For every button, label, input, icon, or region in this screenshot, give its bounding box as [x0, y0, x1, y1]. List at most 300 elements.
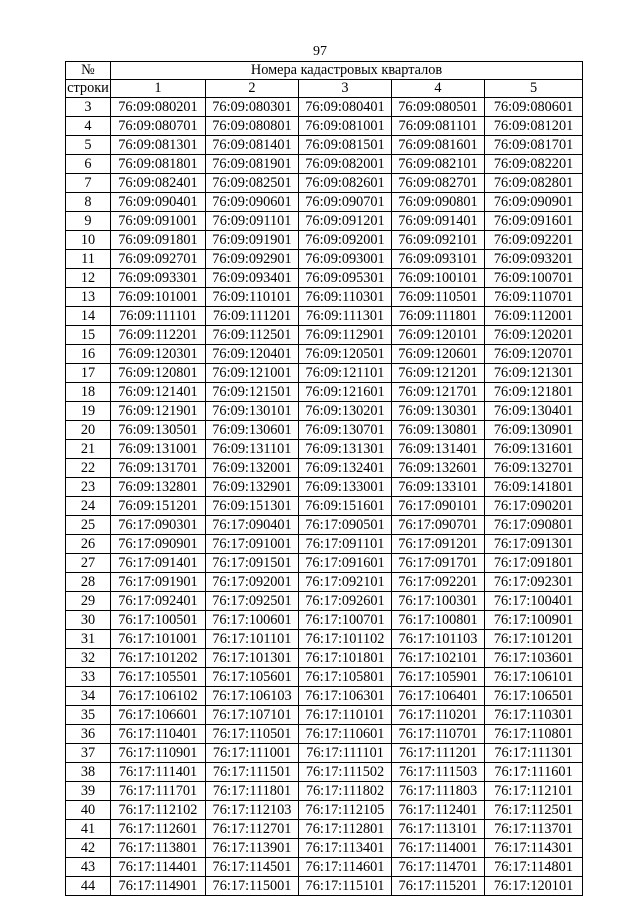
cadastral-number-cell: 76:17:100901 — [485, 611, 583, 630]
header-row-label: строки — [67, 80, 109, 96]
cadastral-number-cell: 76:09:132901 — [206, 478, 299, 497]
cadastral-number-cell: 76:17:112801 — [299, 820, 392, 839]
cadastral-number-cell: 76:17:100401 — [485, 592, 583, 611]
cadastral-number-cell: 76:09:121001 — [206, 364, 299, 383]
cadastral-number-cell: 76:17:101001 — [111, 630, 206, 649]
table-row — [66, 193, 583, 212]
row-number: 19 — [66, 402, 111, 421]
cadastral-number-cell: 76:09:082801 — [485, 174, 583, 193]
cadastral-number-cell: 76:09:090901 — [485, 193, 583, 212]
cadastral-number-cell: 76:17:091901 — [111, 573, 206, 592]
cadastral-number-cell: 76:17:110301 — [485, 706, 583, 725]
cadastral-number-cell: 76:17:110601 — [299, 725, 392, 744]
cadastral-number-cell: 76:09:081801 — [111, 155, 206, 174]
cadastral-number-cell: 76:17:115201 — [392, 877, 485, 896]
cadastral-number-cell: 76:09:112901 — [299, 326, 392, 345]
cadastral-number-cell: 76:17:101201 — [485, 630, 583, 649]
cadastral-number-cell: 76:17:113801 — [111, 839, 206, 858]
row-number: 4 — [66, 117, 111, 136]
table-row — [66, 630, 583, 649]
cadastral-number-cell: 76:09:091201 — [299, 212, 392, 231]
cadastral-number-cell: 76:09:095301 — [299, 269, 392, 288]
cadastral-number-cell: 76:09:082601 — [299, 174, 392, 193]
table-row — [66, 98, 583, 117]
cadastral-number-cell: 76:09:093201 — [485, 250, 583, 269]
row-number: 3 — [66, 98, 111, 117]
cadastral-number-cell: 76:17:102101 — [392, 649, 485, 668]
row-number: 10 — [66, 231, 111, 250]
cadastral-number-cell: 76:09:130501 — [111, 421, 206, 440]
table-row — [66, 611, 583, 630]
cadastral-number-cell: 76:17:111001 — [206, 744, 299, 763]
cadastral-number-cell: 76:09:120701 — [485, 345, 583, 364]
cadastral-number-cell: 76:09:082201 — [485, 155, 583, 174]
cadastral-number-cell: 76:09:130201 — [299, 402, 392, 421]
cadastral-number-cell: 76:09:092901 — [206, 250, 299, 269]
cadastral-number-cell: 76:09:120601 — [392, 345, 485, 364]
cadastral-number-cell: 76:17:101101 — [206, 630, 299, 649]
cadastral-number-cell: 76:09:081401 — [206, 136, 299, 155]
row-number: 11 — [66, 250, 111, 269]
cadastral-number-cell: 76:17:092301 — [485, 573, 583, 592]
table-row — [66, 231, 583, 250]
cadastral-number-cell: 76:09:121301 — [485, 364, 583, 383]
cadastral-number-cell: 76:09:110101 — [206, 288, 299, 307]
cadastral-number-cell: 76:17:106103 — [206, 687, 299, 706]
cadastral-number-cell: 76:09:121701 — [392, 383, 485, 402]
cadastral-number-cell: 76:17:111201 — [392, 744, 485, 763]
cadastral-number-cell: 76:09:111201 — [206, 307, 299, 326]
cadastral-number-cell: 76:17:110201 — [392, 706, 485, 725]
cadastral-number-cell: 76:17:110501 — [206, 725, 299, 744]
cadastral-number-cell: 76:09:082401 — [111, 174, 206, 193]
table-row — [66, 383, 583, 402]
table-row — [66, 136, 583, 155]
cadastral-number-cell: 76:09:081601 — [392, 136, 485, 155]
cadastral-number-cell: 76:09:151301 — [206, 497, 299, 516]
cadastral-number-cell: 76:09:133001 — [299, 478, 392, 497]
cadastral-number-cell: 76:17:113701 — [485, 820, 583, 839]
header-num-label: № — [66, 62, 111, 80]
row-number: 20 — [66, 421, 111, 440]
cadastral-number-cell: 76:09:080601 — [485, 98, 583, 117]
cadastral-number-cell: 76:09:111101 — [111, 307, 206, 326]
cadastral-number-cell: 76:09:080501 — [392, 98, 485, 117]
table-row — [66, 535, 583, 554]
cadastral-number-cell: 76:09:130101 — [206, 402, 299, 421]
cadastral-number-cell: 76:09:131101 — [206, 440, 299, 459]
table-row — [66, 364, 583, 383]
cadastral-number-cell: 76:17:106301 — [299, 687, 392, 706]
table-row — [66, 858, 583, 877]
cadastral-number-cell: 76:17:112102 — [111, 801, 206, 820]
header-col-1: 1 — [111, 80, 206, 98]
cadastral-number-cell: 76:09:111301 — [299, 307, 392, 326]
table-row — [66, 554, 583, 573]
cadastral-number-cell: 76:09:080701 — [111, 117, 206, 136]
cadastral-number-cell: 76:17:090101 — [392, 497, 485, 516]
table-row — [66, 687, 583, 706]
cadastral-number-cell: 76:17:090401 — [206, 516, 299, 535]
cadastral-number-cell: 76:17:105901 — [392, 668, 485, 687]
cadastral-number-cell: 76:17:114001 — [392, 839, 485, 858]
cadastral-number-cell: 76:17:120101 — [485, 877, 583, 896]
cadastral-number-cell: 76:09:080301 — [206, 98, 299, 117]
cadastral-number-cell: 76:09:091801 — [111, 231, 206, 250]
cadastral-number-cell: 76:17:091401 — [111, 554, 206, 573]
table-row — [66, 250, 583, 269]
row-number: 8 — [66, 193, 111, 212]
row-number: 44 — [66, 877, 111, 896]
table-row — [66, 155, 583, 174]
row-number: 7 — [66, 174, 111, 193]
cadastral-number-cell: 76:09:151201 — [111, 497, 206, 516]
cadastral-number-cell: 76:17:115101 — [299, 877, 392, 896]
cadastral-number-cell: 76:09:121801 — [485, 383, 583, 402]
cadastral-number-cell: 76:09:093301 — [111, 269, 206, 288]
cadastral-number-cell: 76:17:101801 — [299, 649, 392, 668]
cadastral-number-cell: 76:17:106601 — [111, 706, 206, 725]
cadastral-number-cell: 76:17:111401 — [111, 763, 206, 782]
cadastral-number-cell: 76:09:130901 — [485, 421, 583, 440]
cadastral-number-cell: 76:17:101202 — [111, 649, 206, 668]
cadastral-number-cell: 76:17:112701 — [206, 820, 299, 839]
cadastral-number-cell: 76:17:113101 — [392, 820, 485, 839]
table-row — [66, 649, 583, 668]
header-col-4: 4 — [392, 80, 485, 98]
cadastral-number-cell: 76:09:081101 — [392, 117, 485, 136]
cadastral-number-cell: 76:17:090301 — [111, 516, 206, 535]
cadastral-number-cell: 76:17:100701 — [299, 611, 392, 630]
cadastral-number-cell: 76:17:092601 — [299, 592, 392, 611]
cadastral-number-cell: 76:09:093101 — [392, 250, 485, 269]
row-number: 17 — [66, 364, 111, 383]
row-number: 22 — [66, 459, 111, 478]
row-number: 40 — [66, 801, 111, 820]
cadastral-number-cell: 76:17:100301 — [392, 592, 485, 611]
cadastral-number-cell: 76:09:121601 — [299, 383, 392, 402]
cadastral-number-cell: 76:09:132801 — [111, 478, 206, 497]
row-number: 43 — [66, 858, 111, 877]
row-number: 31 — [66, 630, 111, 649]
cadastral-number-cell: 76:17:114401 — [111, 858, 206, 877]
cadastral-number-cell: 76:09:130601 — [206, 421, 299, 440]
cadastral-number-cell: 76:17:092101 — [299, 573, 392, 592]
cadastral-number-cell: 76:09:131401 — [392, 440, 485, 459]
cadastral-number-cell: 76:09:120101 — [392, 326, 485, 345]
cadastral-number-cell: 76:17:100801 — [392, 611, 485, 630]
cadastral-number-cell: 76:09:120201 — [485, 326, 583, 345]
row-number: 24 — [66, 497, 111, 516]
cadastral-number-cell: 76:09:080801 — [206, 117, 299, 136]
table-row — [66, 516, 583, 535]
cadastral-number-cell: 76:09:092101 — [392, 231, 485, 250]
cadastral-number-cell: 76:17:110401 — [111, 725, 206, 744]
table-row — [66, 345, 583, 364]
cadastral-number-cell: 76:17:113901 — [206, 839, 299, 858]
cadastral-number-cell: 76:09:091901 — [206, 231, 299, 250]
cadastral-number-cell: 76:09:090401 — [111, 193, 206, 212]
row-number: 28 — [66, 573, 111, 592]
header-row-1 — [66, 62, 583, 80]
cadastral-number-cell: 76:09:090701 — [299, 193, 392, 212]
cadastral-number-cell: 76:17:101103 — [392, 630, 485, 649]
table-row — [66, 440, 583, 459]
cadastral-number-cell: 76:09:121401 — [111, 383, 206, 402]
cadastral-number-cell: 76:17:091801 — [485, 554, 583, 573]
table-row — [66, 763, 583, 782]
cadastral-number-cell: 76:09:112201 — [111, 326, 206, 345]
cadastral-number-cell: 76:09:080201 — [111, 98, 206, 117]
cadastral-number-cell: 76:09:131601 — [485, 440, 583, 459]
row-number: 39 — [66, 782, 111, 801]
table-body — [66, 62, 583, 896]
cadastral-number-cell: 76:17:105501 — [111, 668, 206, 687]
cadastral-number-cell: 76:09:112501 — [206, 326, 299, 345]
table-row — [66, 801, 583, 820]
cadastral-number-cell: 76:17:110701 — [392, 725, 485, 744]
cadastral-number-cell: 76:17:090801 — [485, 516, 583, 535]
table-row — [66, 326, 583, 345]
cadastral-number-cell: 76:17:090201 — [485, 497, 583, 516]
cadastral-number-cell: 76:09:120501 — [299, 345, 392, 364]
row-number: 18 — [66, 383, 111, 402]
row-number: 14 — [66, 307, 111, 326]
cadastral-number-cell: 76:09:082101 — [392, 155, 485, 174]
cadastral-number-cell: 76:09:090801 — [392, 193, 485, 212]
cadastral-number-cell: 76:17:111502 — [299, 763, 392, 782]
cadastral-number-cell: 76:09:081501 — [299, 136, 392, 155]
cadastral-number-cell: 76:17:103601 — [485, 649, 583, 668]
cadastral-number-cell: 76:09:112001 — [485, 307, 583, 326]
cadastral-number-cell: 76:17:111601 — [485, 763, 583, 782]
cadastral-number-cell: 76:17:113401 — [299, 839, 392, 858]
cadastral-number-cell: 76:09:130801 — [392, 421, 485, 440]
cadastral-number-cell: 76:09:093001 — [299, 250, 392, 269]
header-col-5: 5 — [485, 80, 583, 98]
row-number: 6 — [66, 155, 111, 174]
cadastral-number-cell: 76:17:090901 — [111, 535, 206, 554]
cadastral-number-cell: 76:17:106501 — [485, 687, 583, 706]
cadastral-number-cell: 76:09:132701 — [485, 459, 583, 478]
cadastral-number-cell: 76:17:092501 — [206, 592, 299, 611]
cadastral-number-cell: 76:09:081201 — [485, 117, 583, 136]
cadastral-number-cell: 76:09:120301 — [111, 345, 206, 364]
table-row — [66, 877, 583, 896]
cadastral-number-cell: 76:09:082501 — [206, 174, 299, 193]
cadastral-number-cell: 76:17:111503 — [392, 763, 485, 782]
cadastral-number-cell: 76:17:092401 — [111, 592, 206, 611]
row-number: 25 — [66, 516, 111, 535]
table-row — [66, 668, 583, 687]
row-number: 37 — [66, 744, 111, 763]
cadastral-number-cell: 76:09:110301 — [299, 288, 392, 307]
header-col-3: 3 — [299, 80, 392, 98]
cadastral-number-cell: 76:09:081301 — [111, 136, 206, 155]
cadastral-number-cell: 76:17:091201 — [392, 535, 485, 554]
row-number: 12 — [66, 269, 111, 288]
cadastral-number-cell: 76:17:106101 — [485, 668, 583, 687]
row-number: 13 — [66, 288, 111, 307]
cadastral-number-cell: 76:17:112103 — [206, 801, 299, 820]
cadastral-number-cell: 76:09:111801 — [392, 307, 485, 326]
table-row — [66, 497, 583, 516]
cadastral-number-cell: 76:17:111501 — [206, 763, 299, 782]
table-row — [66, 288, 583, 307]
cadastral-number-cell: 76:17:105601 — [206, 668, 299, 687]
cadastral-number-cell: 76:17:105801 — [299, 668, 392, 687]
cadastral-number-cell: 76:09:081901 — [206, 155, 299, 174]
row-number: 9 — [66, 212, 111, 231]
cadastral-number-cell: 76:17:114701 — [392, 858, 485, 877]
table-row — [66, 839, 583, 858]
cadastral-number-cell: 76:09:132001 — [206, 459, 299, 478]
cadastral-number-cell: 76:09:100101 — [392, 269, 485, 288]
cadastral-number-cell: 76:17:092201 — [392, 573, 485, 592]
row-number: 33 — [66, 668, 111, 687]
cadastral-number-cell: 76:17:110101 — [299, 706, 392, 725]
cadastral-number-cell: 76:17:111101 — [299, 744, 392, 763]
cadastral-number-cell: 76:09:133101 — [392, 478, 485, 497]
cadastral-number-cell: 76:09:121201 — [392, 364, 485, 383]
header-row-2 — [66, 80, 583, 98]
cadastral-number-cell: 76:17:115001 — [206, 877, 299, 896]
cadastral-number-cell: 76:17:114901 — [111, 877, 206, 896]
cadastral-number-cell: 76:09:141801 — [485, 478, 583, 497]
cadastral-number-cell: 76:09:082001 — [299, 155, 392, 174]
cadastral-number-cell: 76:17:091101 — [299, 535, 392, 554]
cadastral-number-cell: 76:09:132601 — [392, 459, 485, 478]
table-row — [66, 744, 583, 763]
row-number: 15 — [66, 326, 111, 345]
cadastral-number-cell: 76:17:100601 — [206, 611, 299, 630]
row-number: 26 — [66, 535, 111, 554]
row-number: 42 — [66, 839, 111, 858]
cadastral-number-cell: 76:17:111701 — [111, 782, 206, 801]
table-row — [66, 402, 583, 421]
row-number: 21 — [66, 440, 111, 459]
cadastral-number-cell: 76:09:093401 — [206, 269, 299, 288]
cadastral-number-cell: 76:17:091701 — [392, 554, 485, 573]
table-row — [66, 592, 583, 611]
header-col-2: 2 — [206, 80, 299, 98]
cadastral-number-cell: 76:17:091501 — [206, 554, 299, 573]
cadastral-number-cell: 76:17:112105 — [299, 801, 392, 820]
row-number: 41 — [66, 820, 111, 839]
table-row — [66, 706, 583, 725]
cadastral-number-cell: 76:09:110501 — [392, 288, 485, 307]
cadastral-number-cell: 76:09:101001 — [111, 288, 206, 307]
header-group-title: Номера кадастровых кварталов — [111, 62, 583, 80]
cadastral-number-cell: 76:09:130301 — [392, 402, 485, 421]
cadastral-number-cell: 76:09:092701 — [111, 250, 206, 269]
table-row — [66, 725, 583, 744]
table-row — [66, 478, 583, 497]
table-row — [66, 174, 583, 193]
row-number: 29 — [66, 592, 111, 611]
cadastral-number-cell: 76:17:101301 — [206, 649, 299, 668]
table-row — [66, 459, 583, 478]
cadastral-number-cell: 76:17:111803 — [392, 782, 485, 801]
cadastral-number-cell: 76:09:132401 — [299, 459, 392, 478]
cadastral-number-cell: 76:17:110801 — [485, 725, 583, 744]
row-number: 5 — [66, 136, 111, 155]
cadastral-number-cell: 76:17:114501 — [206, 858, 299, 877]
table-row — [66, 782, 583, 801]
cadastral-number-cell: 76:17:112501 — [485, 801, 583, 820]
row-number: 30 — [66, 611, 111, 630]
row-number: 27 — [66, 554, 111, 573]
cadastral-number-cell: 76:17:107101 — [206, 706, 299, 725]
row-number: 16 — [66, 345, 111, 364]
cadastral-number-cell: 76:09:120801 — [111, 364, 206, 383]
cadastral-number-cell: 76:17:106401 — [392, 687, 485, 706]
cadastral-number-cell: 76:17:112601 — [111, 820, 206, 839]
cadastral-number-cell: 76:17:091001 — [206, 535, 299, 554]
cadastral-number-cell: 76:09:080401 — [299, 98, 392, 117]
cadastral-number-cell: 76:17:114601 — [299, 858, 392, 877]
cadastral-number-cell: 76:09:082701 — [392, 174, 485, 193]
cadastral-number-cell: 76:17:090501 — [299, 516, 392, 535]
cadastral-number-cell: 76:09:091401 — [392, 212, 485, 231]
cadastral-number-cell: 76:17:092001 — [206, 573, 299, 592]
cadastral-number-cell: 76:09:121901 — [111, 402, 206, 421]
page-number: 97 — [313, 44, 327, 59]
cadastral-number-cell: 76:09:110701 — [485, 288, 583, 307]
cadastral-number-cell: 76:09:092001 — [299, 231, 392, 250]
cadastral-number-cell: 76:17:091601 — [299, 554, 392, 573]
cadastral-number-cell: 76:09:081001 — [299, 117, 392, 136]
cadastral-number-cell: 76:17:090701 — [392, 516, 485, 535]
row-number: 23 — [66, 478, 111, 497]
cadastral-number-cell: 76:17:100501 — [111, 611, 206, 630]
cadastral-number-cell: 76:09:131001 — [111, 440, 206, 459]
cadastral-number-cell: 76:09:091601 — [485, 212, 583, 231]
cadastral-number-cell: 76:17:112101 — [485, 782, 583, 801]
table-row — [66, 421, 583, 440]
table-row — [66, 573, 583, 592]
row-number: 36 — [66, 725, 111, 744]
cadastral-number-cell: 76:09:081701 — [485, 136, 583, 155]
cadastral-number-cell: 76:09:151601 — [299, 497, 392, 516]
cadastral-number-cell: 76:09:120401 — [206, 345, 299, 364]
row-number: 34 — [66, 687, 111, 706]
cadastral-number-cell: 76:09:121501 — [206, 383, 299, 402]
cadastral-number-cell: 76:09:131701 — [111, 459, 206, 478]
cadastral-number-cell: 76:09:090601 — [206, 193, 299, 212]
cadastral-number-cell: 76:09:130701 — [299, 421, 392, 440]
cadastral-number-cell: 76:17:110901 — [111, 744, 206, 763]
cadastral-number-cell: 76:09:130401 — [485, 402, 583, 421]
cadastral-number-cell: 76:09:121101 — [299, 364, 392, 383]
row-number: 38 — [66, 763, 111, 782]
table-row — [66, 307, 583, 326]
cadastral-number-cell: 76:17:101102 — [299, 630, 392, 649]
cadastral-number-cell: 76:17:106102 — [111, 687, 206, 706]
cadastral-number-cell: 76:17:112401 — [392, 801, 485, 820]
table-row — [66, 269, 583, 288]
cadastral-number-cell: 76:17:114801 — [485, 858, 583, 877]
cadastral-number-cell: 76:17:114301 — [485, 839, 583, 858]
cadastral-number-cell: 76:17:111801 — [206, 782, 299, 801]
cadastral-number-cell: 76:09:092201 — [485, 231, 583, 250]
table-row — [66, 212, 583, 231]
cadastral-number-cell: 76:17:111301 — [485, 744, 583, 763]
row-number: 32 — [66, 649, 111, 668]
cadastral-number-cell: 76:17:111802 — [299, 782, 392, 801]
cadastral-number-cell: 76:09:100701 — [485, 269, 583, 288]
cadastral-number-cell: 76:09:091001 — [111, 212, 206, 231]
